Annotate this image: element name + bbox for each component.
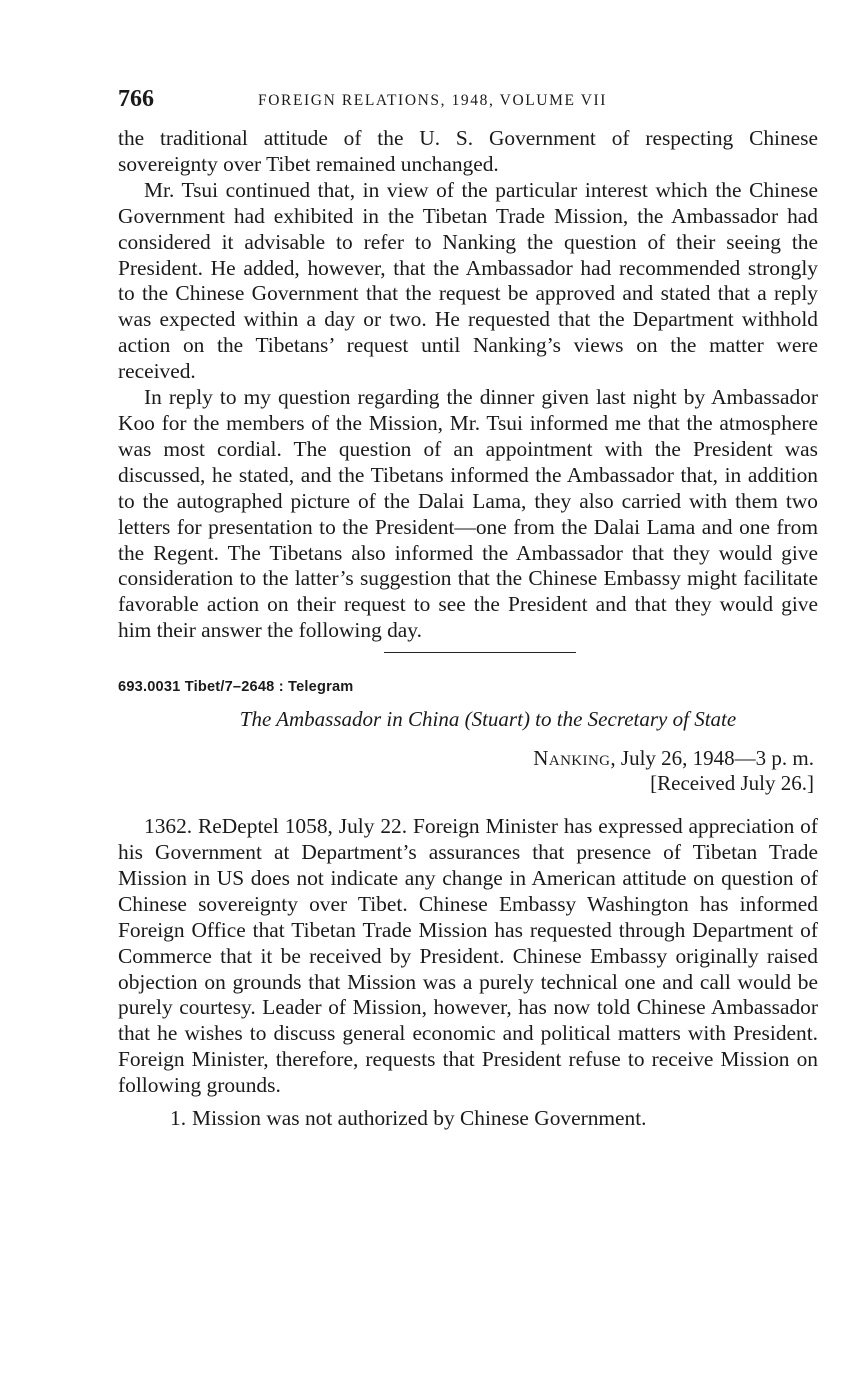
paragraph-continued: the traditional attitude of the U. S. Government of respecting Chinese sovereignty over Tibet remained unchanged. [118, 126, 818, 176]
telegram-body: 1362. ReDeptel 1058, July 22. Foreign Minister has expressed appreciation of his Government at Department’s assurances that presence of Tibetan Trade Mission in US does not indicate any change in American attitude on question of Chinese sovereignty over Tibet. Chinese Embassy Washington has informed Foreign Office that Tibetan Trade Mission has requested through Department of Commerce that it be received by President. Chinese Embassy originally raised objection on grounds that Mission was a purely technical one and call would be purely courtesy. Leader of Mission, however, has now told Chinese Ambassador that he wishes to discuss general economic and political matters with President. Foreign Minister, therefore, requests that President refuse to receive Mission on following grounds. [118, 814, 818, 1098]
dateline [118, 746, 818, 796]
document-title: The Ambassador in China (Stuart) to the Secretary of State [239, 707, 737, 732]
file-reference: 693.0031 Tibet/7–2648 : Telegram [118, 679, 354, 696]
list-item-text: Mission was not authorized by Chinese Government. [192, 1106, 647, 1131]
running-head: FOREIGN RELATIONS, 1948, VOLUME VII [258, 92, 608, 109]
paragraph-dinner-reply: In reply to my question regarding the dinner given last night by Ambassador Koo for the members of the Mission, Mr. Tsui informed me that the atmosphere was most cordial. The question of an appointment with the President was discussed, he stated, and the Tibetans informed the Ambassador that, in addition to the autographed picture of the Dalai Lama, they also carried with them two letters for presentation to the President—one from the Dalai Lama and one from the Regent. The Tibetans also informed the Ambassador that they would give consideration to the latter’s suggestion that the Chinese Embassy might facilitate favorable action on their request to see the President and that they would give him their answer the following day. [118, 385, 818, 643]
section-divider [384, 652, 576, 653]
page-header [118, 86, 818, 126]
document-page [118, 86, 818, 1131]
list-item-number: 1. [170, 1106, 187, 1131]
page-number: 766 [118, 86, 154, 112]
dateline-received: [Received July 26.] [650, 771, 814, 796]
dateline-date: , July 26, 1948—3 p. m. [610, 746, 814, 771]
paragraph-tsui-continued: Mr. Tsui continued that, in view of the particular interest which the Chinese Government had exhibited in the Tibetan Trade Mission, the Ambassador had considered it advisable to refer to Nanking the question of their seeing the President. He added, however, that the Ambassador had recommended strongly to the Chinese Government that the request be approved and stated that a reply was expected within a day or two. He requested that the Department withhold action on the Tibetans’ request until Nanking’s views on the matter were received. [118, 177, 818, 384]
dateline-sent [118, 746, 814, 771]
dateline-place: Nanking [533, 746, 611, 771]
list-item [118, 1105, 818, 1131]
